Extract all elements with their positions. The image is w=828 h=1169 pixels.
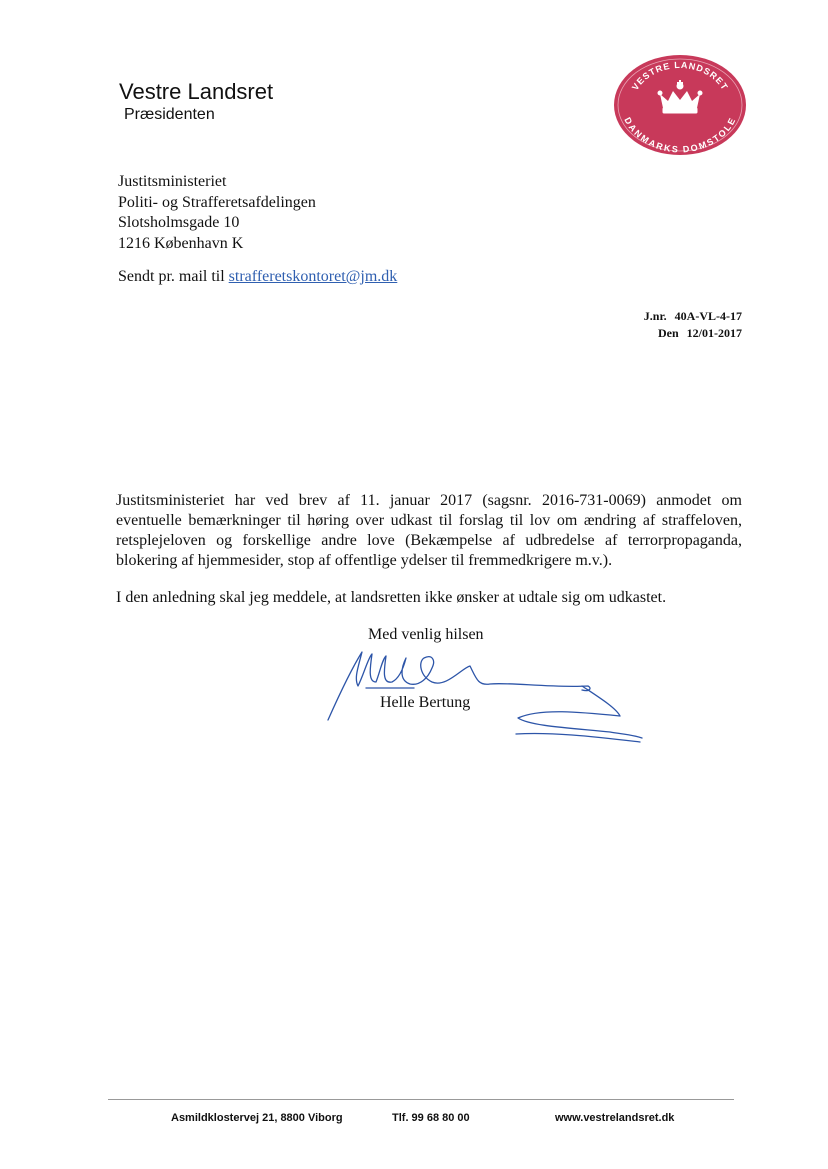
recipient-line: 1216 København K	[118, 234, 244, 252]
recipient-address	[118, 172, 316, 254]
seal-bottom-text: DANMARKS DOMSTOLE	[622, 115, 738, 155]
footer-phone: Tlf. 99 68 80 00	[392, 1112, 470, 1124]
signer-name: Helle Bertung	[380, 694, 471, 711]
recipient-line: Slotsholmsgade 10	[118, 214, 240, 231]
date-label: Den	[657, 326, 679, 340]
handwritten-signature	[320, 638, 660, 758]
reference-block	[644, 308, 742, 342]
court-seal	[613, 54, 747, 156]
court-role: Præsidenten	[124, 106, 215, 123]
body-paragraph: I den anledning skal jeg meddele, at landsretten ikke ønsker at udtale sig om udkastet.	[116, 589, 667, 606]
email-link[interactable]: strafferetskontoret@jm.dk	[228, 268, 398, 285]
footer-address: Asmildklostervej 21, 8800 Viborg	[171, 1112, 343, 1124]
closing-greeting: Med venlig hilsen	[368, 626, 484, 643]
footer-divider	[108, 1099, 734, 1100]
recipient-line: Justitsministeriet	[118, 173, 227, 190]
delivery-line	[118, 268, 397, 286]
jnr-label: J.nr.	[643, 309, 667, 323]
seal-top-text: VESTRE LANDSRET	[629, 59, 731, 93]
footer-website[interactable]: www.vestrelandsret.dk	[555, 1112, 675, 1124]
court-name: Vestre Landsret	[119, 79, 274, 104]
delivery-prefix: Sendt pr. mail til	[118, 268, 229, 285]
recipient-line: Politi- og Strafferetsafdelingen	[118, 193, 316, 211]
body-paragraph: Justitsministeriet har ved brev af 11. januar 2017 (sagsnr. 2016-731-0069) anmodet om eventuelle bemærkninger til høring over udkast til forslag til lov om ændring af straffeloven, retsplejeloven og forskellige andre love (Bekæmpelse af udbredelse af terrorpropaganda, blokering af hjemmesider, stop af offentlige ydelser til fremmedkrigere m.v.).	[116, 492, 742, 569]
date-value: 12/01-2017	[686, 326, 742, 340]
letter-body	[116, 491, 742, 625]
jnr-value: 40A-VL-4-17	[674, 309, 742, 323]
